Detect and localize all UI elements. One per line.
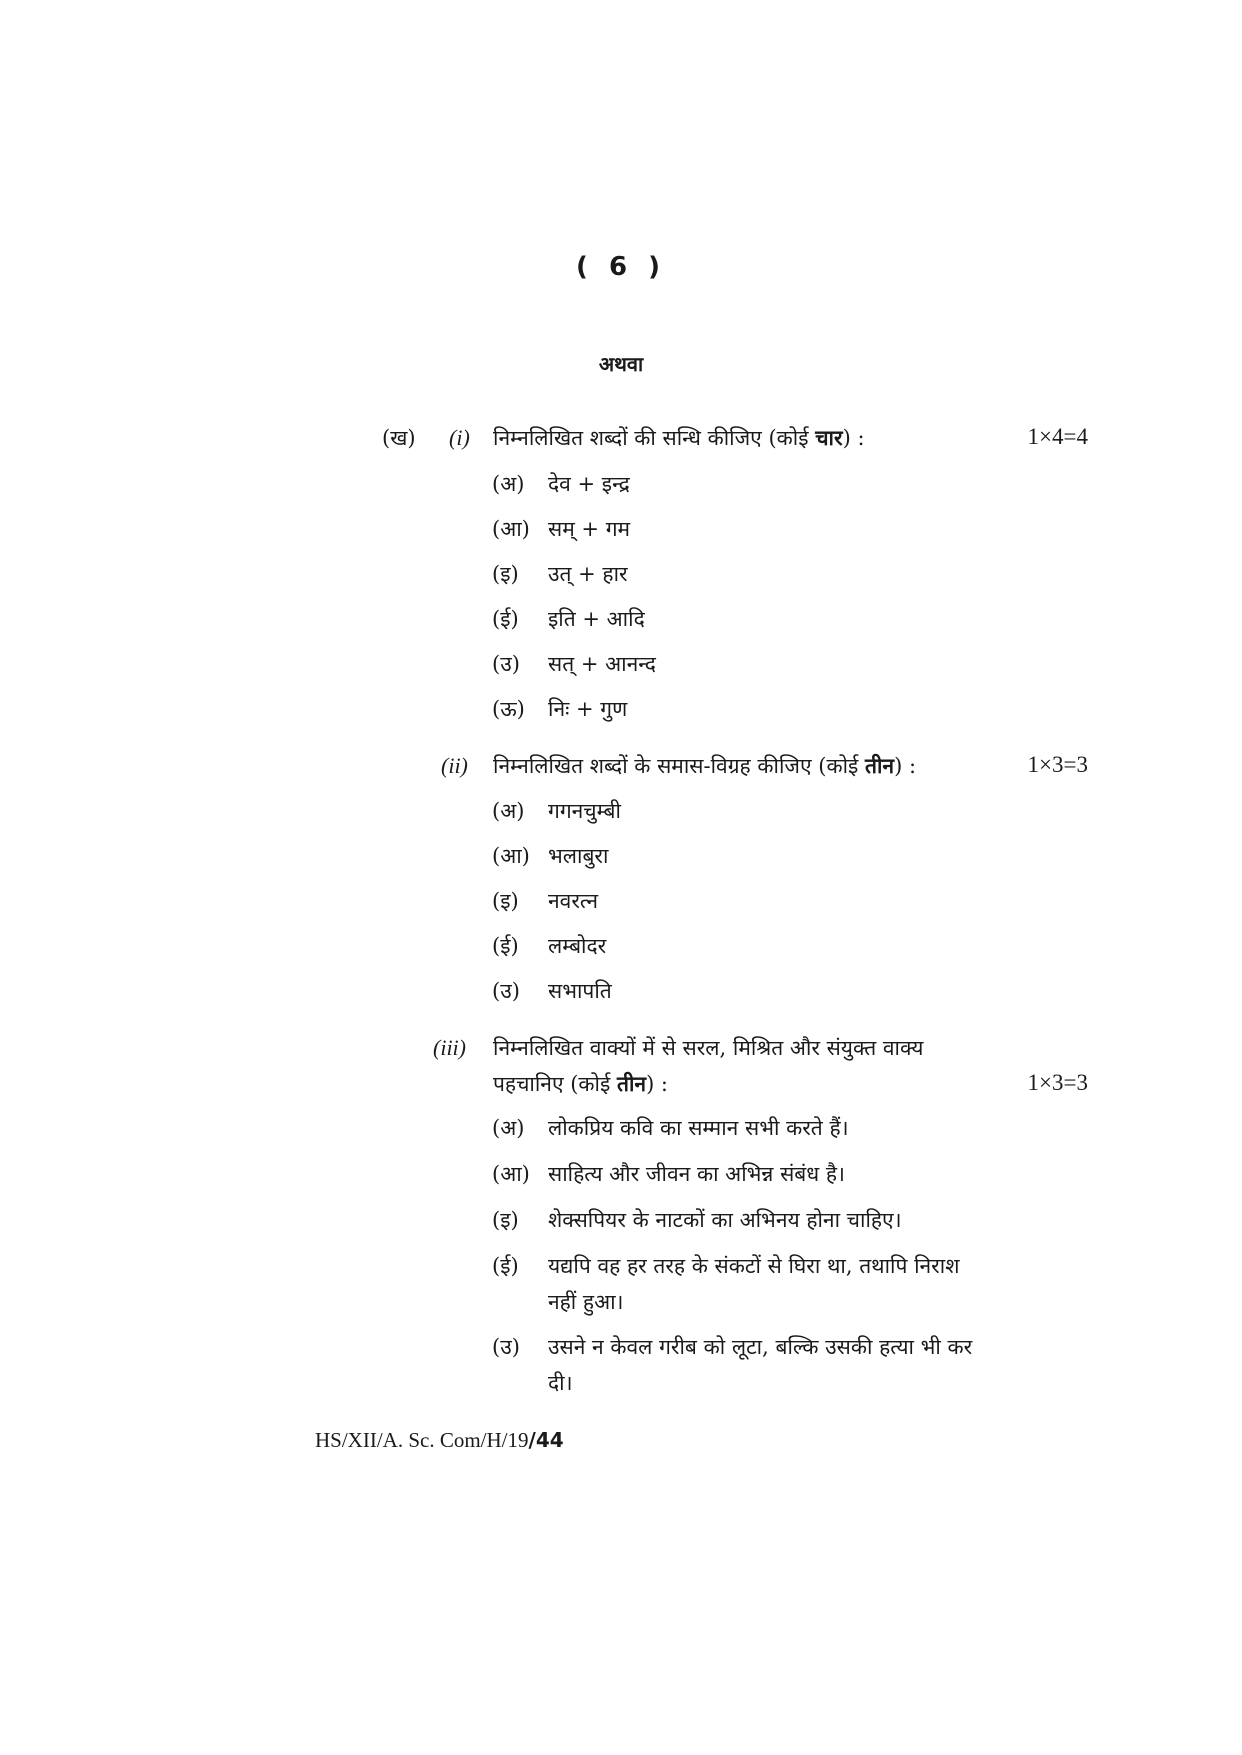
question-iii-text-line2 [493, 1070, 668, 1098]
option-text: भलाबुरा [548, 844, 609, 868]
question-number-i: (i) [449, 425, 470, 450]
option-text: उसने न केवल गरीब को लूटा, बल्कि उसकी हत्या भी कर [548, 1335, 973, 1359]
footer-code-text: HS/XII/A. Sc. Com/H/19 [315, 1428, 529, 1452]
option-label: (अ) [492, 472, 525, 496]
option-label: (ई) [492, 934, 519, 958]
question-ii-prompt: निम्नलिखित शब्दों के समास-विग्रह कीजिए (कोई [493, 754, 865, 778]
question-number-ii: (ii) [441, 753, 468, 778]
option-label: (अ) [492, 799, 525, 823]
section-label: (ख) [382, 426, 416, 450]
option-label: (इ) [492, 562, 519, 586]
question-iii-marks: 1×3=3 [1027, 1070, 1088, 1095]
option-text: सम् + गम [548, 517, 631, 541]
question-ii-marks: 1×3=3 [1027, 752, 1088, 777]
option-label: (ई) [492, 607, 519, 631]
page-number: ( 6 ) [576, 252, 666, 282]
option-label: (उ) [492, 1335, 520, 1359]
question-iii-tail: ) : [646, 1072, 669, 1096]
option-text: देव + इन्द्र [548, 472, 630, 496]
question-ii-text [493, 752, 916, 780]
option-text: साहित्य और जीवन का अभिन्न संबंध है। [548, 1162, 845, 1186]
question-iii-text-line1: निम्नलिखित वाक्यों में से सरल, मिश्रित और संयुक्त वाक्य [493, 1036, 924, 1060]
footer-code-number: /44 [528, 1428, 564, 1452]
option-label: (आ) [492, 517, 530, 541]
option-text: सत् + आनन्द [548, 652, 656, 676]
option-text: उत् + हार [548, 562, 628, 586]
option-label: (इ) [492, 1208, 519, 1232]
question-iii-count: तीन [616, 1071, 647, 1096]
option-text: गगनचुम्बी [548, 799, 621, 823]
question-number-iii: (iii) [433, 1035, 466, 1060]
option-text: यद्यपि वह हर तरह के संकटों से घिरा था, तथापि निराश [548, 1254, 960, 1278]
option-label: (उ) [492, 979, 520, 1003]
question-i-count: चार [815, 425, 843, 450]
option-label: (ई) [492, 1254, 519, 1278]
option-text-continued: दी। [548, 1371, 573, 1395]
option-text: लम्बोदर [548, 934, 607, 958]
option-text-continued: नहीं हुआ। [548, 1290, 624, 1314]
option-label: (ऊ) [492, 697, 525, 721]
option-text: नवरत्न [548, 889, 599, 913]
option-text: इति + आदि [548, 607, 645, 631]
or-heading: अथवा [598, 352, 644, 376]
option-text: सभापति [548, 979, 612, 1003]
option-label: (आ) [492, 844, 530, 868]
question-iii-prompt: पहचानिए (कोई [493, 1072, 617, 1096]
option-text: शेक्सपियर के नाटकों का अभिनय होना चाहिए। [548, 1208, 902, 1232]
option-text: लोकप्रिय कवि का सम्मान सभी करते हैं। [548, 1116, 849, 1140]
option-label: (अ) [492, 1116, 525, 1140]
question-ii-tail: ) : [894, 754, 917, 778]
question-i-marks: 1×4=4 [1027, 424, 1088, 449]
footer-code [315, 1428, 564, 1453]
question-i-tail: ) : [842, 426, 865, 450]
option-text: निः + गुण [548, 697, 628, 721]
question-i-text [493, 424, 865, 452]
option-label: (इ) [492, 889, 519, 913]
option-label: (आ) [492, 1162, 530, 1186]
question-i-prompt: निम्नलिखित शब्दों की सन्धि कीजिए (कोई [493, 426, 816, 450]
question-ii-count: तीन [865, 753, 895, 778]
option-label: (उ) [492, 652, 520, 676]
